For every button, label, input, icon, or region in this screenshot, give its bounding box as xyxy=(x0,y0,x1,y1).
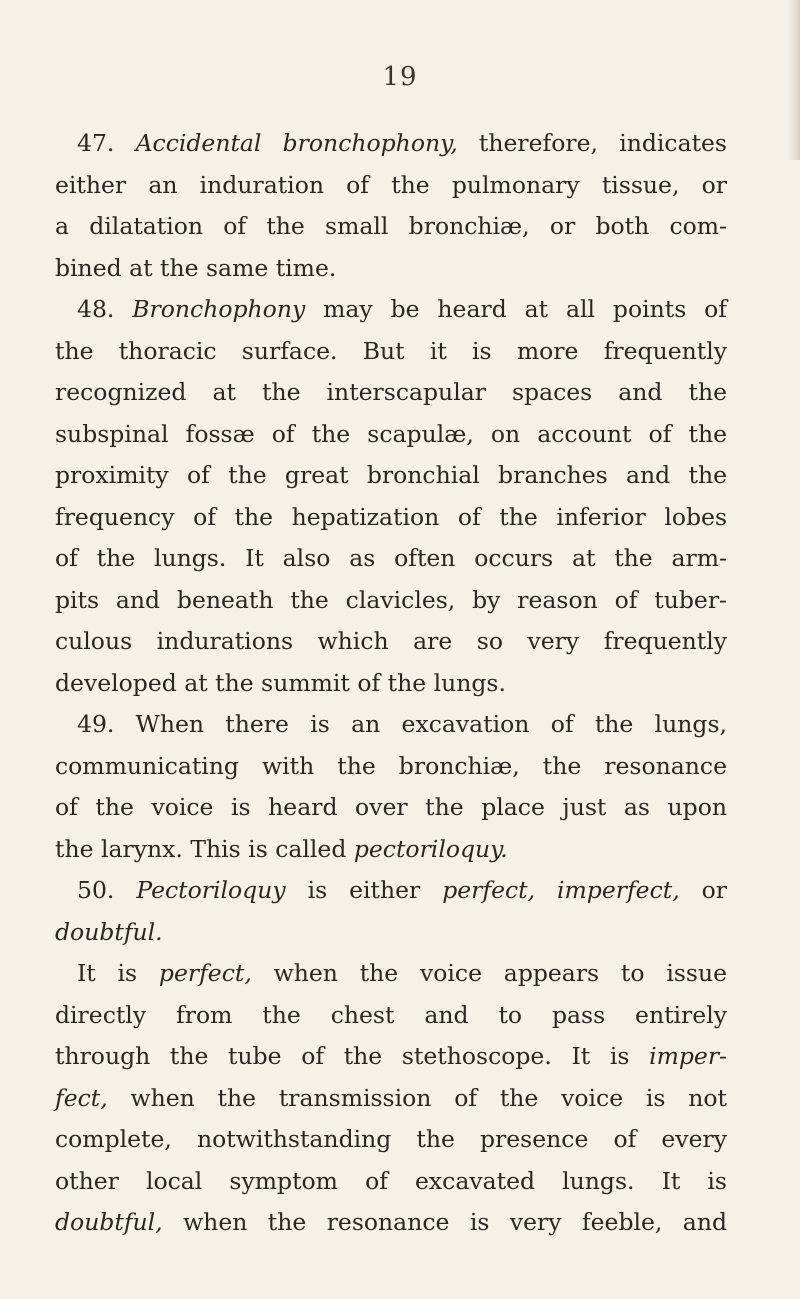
text-segment: or xyxy=(679,876,728,904)
text-line xyxy=(55,829,727,871)
text-segment: subspinal fossæ of the scapulæ, on account of the xyxy=(55,419,727,448)
italic-text: fect, xyxy=(55,1083,108,1112)
text-line xyxy=(55,912,727,954)
page-number: 19 xyxy=(382,62,418,92)
text-segment: when the voice appears to issue xyxy=(251,959,727,987)
italic-text: imper- xyxy=(649,1042,727,1070)
italic-text: Pectoriloquy xyxy=(136,876,286,904)
text-line xyxy=(55,704,727,746)
text-line xyxy=(55,206,727,248)
text-line xyxy=(55,1036,727,1078)
text-line xyxy=(55,621,727,663)
text-segment: either an induration of the pulmonary tissue, or xyxy=(55,170,727,199)
text-segment: the larynx. This is called xyxy=(55,834,354,863)
text-line xyxy=(55,870,727,912)
text-line xyxy=(55,248,727,290)
text-segment: culous indurations which are so very frequently xyxy=(55,627,727,655)
text-segment: bined at the same time. xyxy=(55,253,337,282)
text-segment: through the tube of the stethoscope. It is xyxy=(55,1042,650,1070)
text-segment: proximity of the great bronchial branches and the xyxy=(55,461,727,489)
text-line xyxy=(55,455,727,497)
italic-text: Accidental bronchophony, xyxy=(135,129,458,157)
text-line xyxy=(55,1202,727,1244)
text-segment: It is xyxy=(77,959,159,987)
italic-text: pectoriloquy. xyxy=(353,834,508,863)
text-segment: frequency of the hepatization of the inferior lobes xyxy=(55,502,727,531)
text-segment: 48. xyxy=(77,295,133,323)
text-line xyxy=(55,953,727,995)
text-segment: of the lungs. It also as often occurs at the arm- xyxy=(55,544,727,572)
text-line xyxy=(55,538,727,580)
text-segment: developed at the summit of the lungs. xyxy=(55,668,506,697)
italic-text: doubtful, xyxy=(55,1208,163,1236)
text-line xyxy=(55,497,727,539)
text-line xyxy=(55,1161,727,1203)
text-segment: 49. When there is an excavation of the lungs, xyxy=(77,710,727,738)
text-segment: other local symptom of excavated lungs. It is xyxy=(55,1166,727,1195)
text-segment: communicating with the bronchiæ, the resonance xyxy=(55,751,727,780)
text-line xyxy=(55,995,727,1037)
text-line xyxy=(55,1078,727,1120)
text-line xyxy=(55,1119,727,1161)
italic-text: doubtful. xyxy=(55,917,163,946)
text-segment: 50. xyxy=(77,876,137,904)
italic-text: Bronchophony xyxy=(132,295,306,323)
italic-text: perfect, xyxy=(158,959,252,987)
text-line xyxy=(55,372,727,414)
text-segment: complete, notwithstanding the presence of every xyxy=(55,1125,727,1153)
text-segment: pits and beneath the clavicles, by reason of tuber- xyxy=(55,585,727,614)
text-segment: of the voice is heard over the place just as upon xyxy=(55,793,727,821)
text-line xyxy=(55,331,727,373)
text-line xyxy=(55,787,727,829)
text-segment: when the resonance is very feeble, and xyxy=(162,1208,727,1236)
text-line xyxy=(55,414,727,456)
text-line xyxy=(55,746,727,788)
body-text xyxy=(55,123,727,1244)
text-segment: when the transmission of the voice is not xyxy=(107,1083,727,1112)
text-segment: directly from the chest and to pass entirely xyxy=(55,1000,727,1029)
text-line xyxy=(55,123,727,165)
text-segment: therefore, indicates xyxy=(457,129,727,157)
text-segment: 47. xyxy=(77,129,136,157)
text-segment: the thoracic surface. But it is more frequently xyxy=(55,336,727,365)
text-line xyxy=(55,165,727,207)
text-line xyxy=(55,289,727,331)
text-segment: is either xyxy=(285,876,443,904)
text-segment: may be heard at all points of xyxy=(305,295,728,323)
text-line xyxy=(55,580,727,622)
italic-text: perfect, imperfect, xyxy=(442,876,680,904)
text-segment: a dilatation of the small bronchiæ, or both com- xyxy=(55,212,727,240)
text-line xyxy=(55,663,727,705)
text-segment: recognized at the interscapular spaces and the xyxy=(55,378,727,406)
